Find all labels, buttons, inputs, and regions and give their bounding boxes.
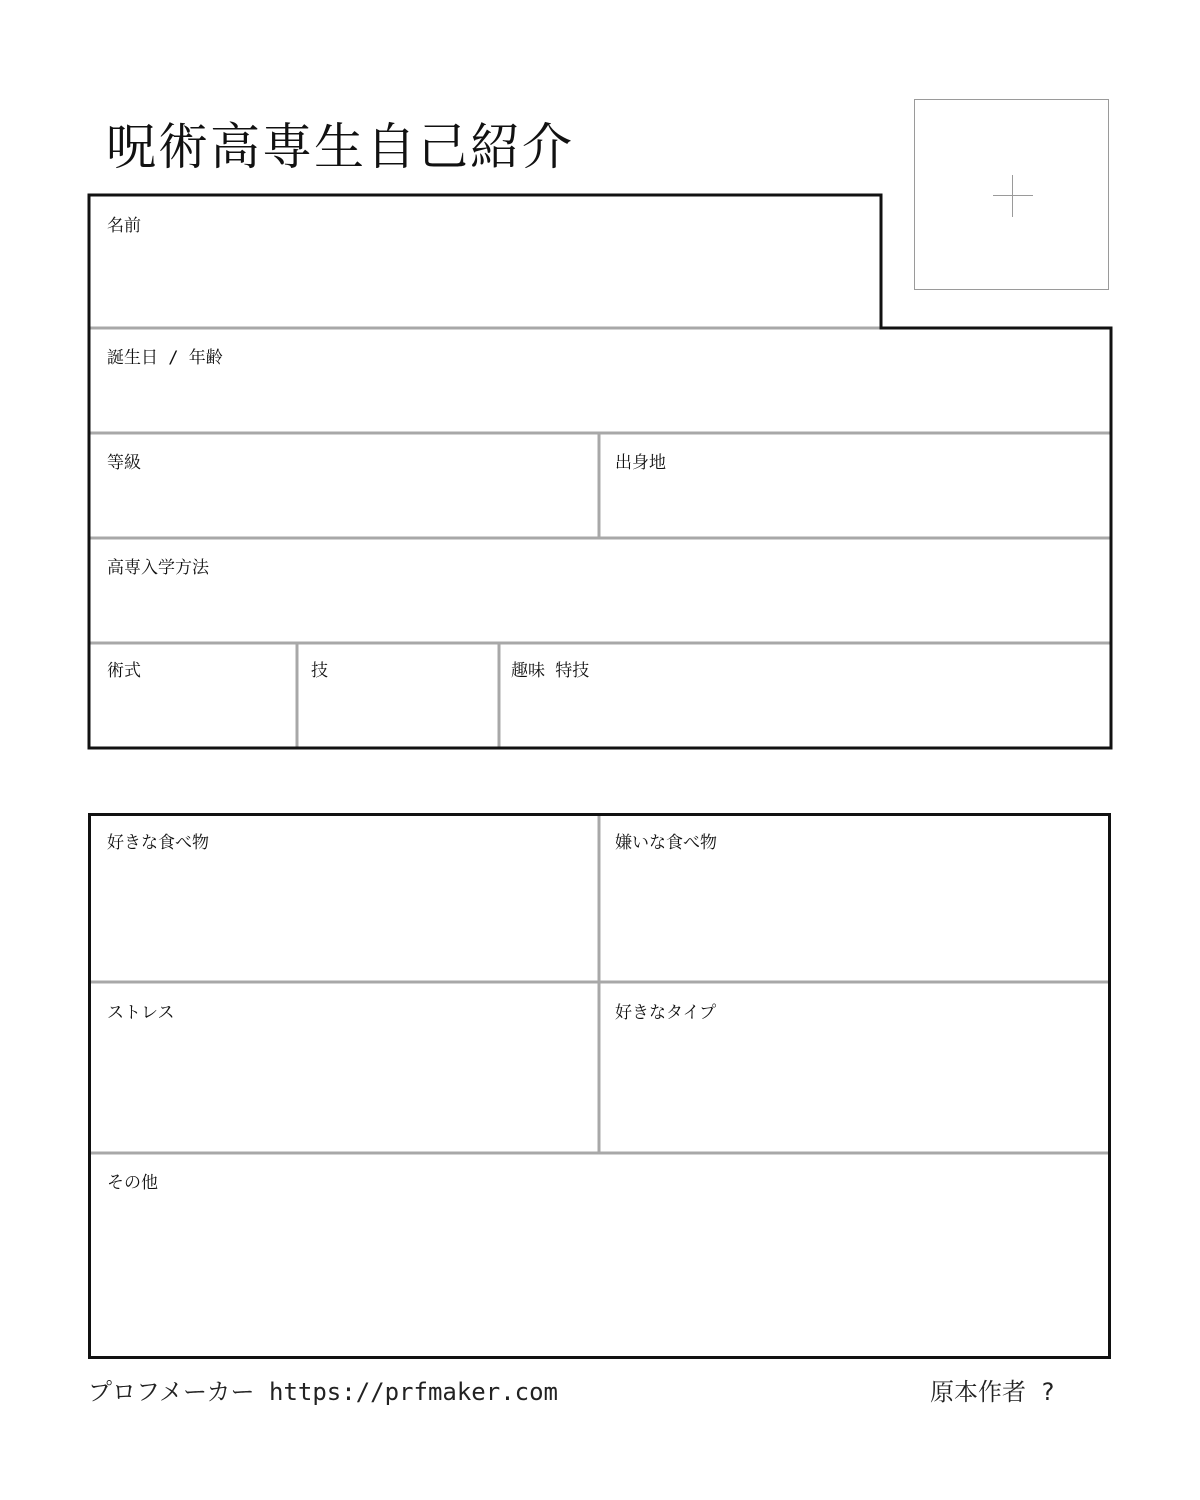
birthday-age-label: 誕生日 / 年齢 bbox=[107, 348, 223, 368]
technique-field[interactable] bbox=[294, 650, 498, 746]
page-title: 呪術高専生自己紹介 bbox=[106, 118, 574, 176]
hometown-field[interactable] bbox=[598, 442, 1110, 537]
hobby-skill-field[interactable] bbox=[494, 650, 1110, 746]
stress-label: ストレス bbox=[107, 1003, 175, 1023]
hometown-label: 出身地 bbox=[615, 453, 666, 473]
favorite-type-label: 好きなタイプ bbox=[615, 1003, 717, 1023]
name-field[interactable] bbox=[90, 205, 880, 327]
birthday-age-field[interactable] bbox=[90, 337, 1110, 432]
grade-label: 等級 bbox=[107, 453, 141, 473]
technique-label: 技 bbox=[311, 661, 328, 681]
name-label: 名前 bbox=[107, 216, 141, 236]
maker-credit: プロフメーカー https://prfmaker.com bbox=[88, 1378, 558, 1406]
hobby-skill-label: 趣味 特技 bbox=[511, 661, 590, 681]
jutsushiki-field[interactable] bbox=[90, 650, 296, 746]
original-author: 原本作者 ? bbox=[930, 1378, 1055, 1406]
admission-method-field[interactable] bbox=[90, 547, 1110, 642]
other-field[interactable] bbox=[90, 1162, 1108, 1356]
favorite-type-field[interactable] bbox=[598, 992, 1108, 1152]
grade-field[interactable] bbox=[90, 442, 598, 537]
favorite-food-field[interactable] bbox=[90, 822, 598, 981]
stress-field[interactable] bbox=[90, 992, 598, 1152]
admission-method-label: 高専入学方法 bbox=[107, 558, 209, 578]
disliked-food-field[interactable] bbox=[598, 822, 1108, 981]
other-label: その他 bbox=[107, 1173, 158, 1193]
disliked-food-label: 嫌いな食べ物 bbox=[615, 833, 717, 853]
favorite-food-label: 好きな食べ物 bbox=[107, 833, 209, 853]
jutsushiki-label: 術式 bbox=[107, 661, 141, 681]
